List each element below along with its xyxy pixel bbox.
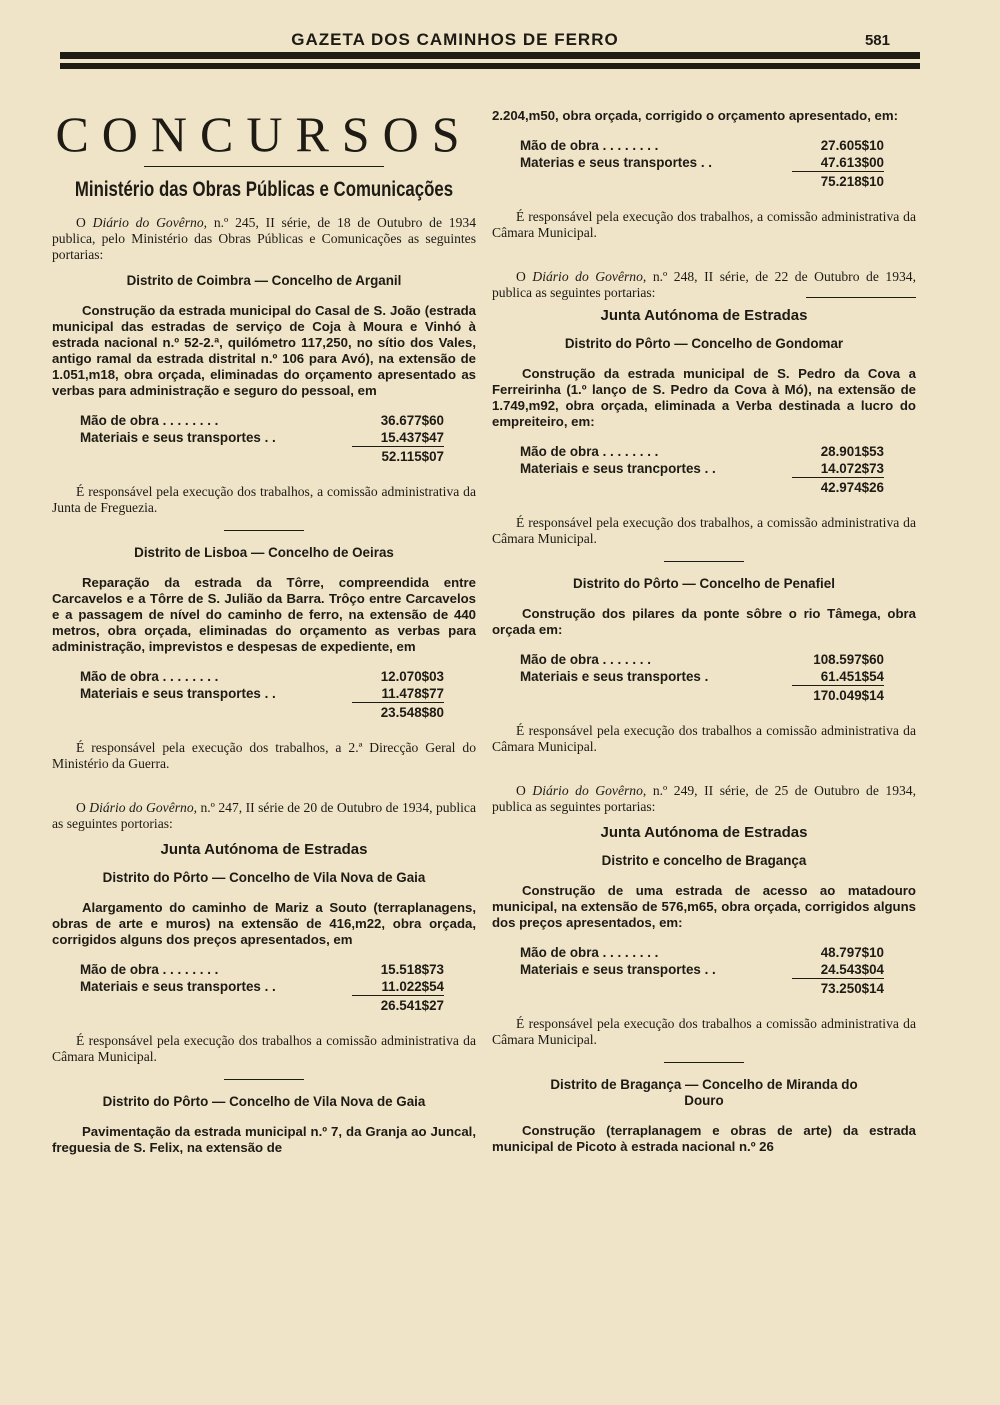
- district-heading: Distrito de Coimbra — Concelho de Arganil: [126, 273, 402, 288]
- page-number: 581: [864, 32, 890, 49]
- header-rule: [60, 52, 920, 59]
- responsibility-note: É responsável pela execução dos trabalhos, a comissão administrativa da Câmara Municipal.: [492, 515, 916, 546]
- title-rule: [144, 166, 384, 167]
- responsibility-note: É responsável pela execução dos trabalhos a comissão administrativa da Câmara Municipal.: [492, 723, 916, 754]
- work-description: Construção dos pilares da ponte sôbre o rio Tâmega, obra orçada em:: [492, 606, 916, 637]
- responsibility-note: É responsável pela execução dos trabalhos, a comissão administrativa da Câmara Municipal.: [492, 209, 916, 240]
- responsibility-note: É responsável pela execução dos trabalhos, a 2.ª Direcção Geral do Ministério da Guerra.: [52, 740, 476, 771]
- district-heading: Distrito do Pôrto — Concelho de Vila Nova de Gaia: [102, 1094, 426, 1109]
- section-title: CONCURSOS: [55, 106, 473, 162]
- materials-row: Materiais e seus transportes . . 15.437$47: [80, 430, 444, 445]
- work-description: Construção (terraplanagem e obras de arte) da estrada municipal de Picoto à estrada nacional n.º 26: [492, 1123, 916, 1154]
- district-heading: Distrito do Pôrto — Concelho de Gondomar: [564, 336, 844, 351]
- labor-row: Mão de obra . . . . . . . . 15.518$73: [80, 962, 444, 977]
- separator: [224, 1079, 304, 1080]
- responsibility-note: É responsável pela execução dos trabalhos a comissão administrativa da Câmara Municipal.: [492, 1016, 916, 1047]
- district-heading: Distrito do Pôrto — Concelho de Vila Nova de Gaia: [102, 870, 426, 885]
- separator: [224, 530, 304, 531]
- materials-row: Materiais e seus transportes . 61.451$54: [520, 669, 884, 684]
- total-row: 26.541$27: [380, 998, 444, 1013]
- materials-row: Materiais e seus transportes . . 11.478$77: [80, 686, 444, 701]
- junta-heading: Junta Autónoma de Estradas: [600, 307, 808, 324]
- labor-row: Mão de obra . . . . . . . . 12.070$03: [80, 669, 444, 684]
- materials-row: Materiais e seus transportes . . 24.543$04: [520, 962, 884, 977]
- labor-row: Mão de obra . . . . . . . . 48.797$10: [520, 945, 884, 960]
- labor-row: Mão de obra . . . . . . . 108.597$60: [520, 652, 884, 667]
- cost-table: [520, 138, 884, 191]
- total-row: 75.218$10: [820, 174, 884, 189]
- work-description-continued: 2.204,m50, obra orçada, corrigido o orçamento apresentado, em:: [492, 108, 899, 123]
- work-description: Construção da estrada municipal de S. Pedro da Cova a Ferreirinha (1.º lanço de S. Pedro da Cova à Mó), na extensão de 1.749,m92, obra orçada, eliminada a Verba destinada a lucro do empreiteiro, em:: [492, 366, 916, 429]
- labor-row: Mão de obra . . . . . . . . 27.605$10: [520, 138, 884, 153]
- cost-table: [520, 945, 884, 998]
- intro-paragraph: O Diário do Govêrno, n.º 245, II série, de 18 de Outubro de 1934 publica, pelo Ministério das Obras Públicas e Comunicações as seguintes portarias:: [52, 215, 476, 262]
- district-heading: Distrito do Pôrto — Concelho de Penafiel: [573, 576, 835, 591]
- work-description: Reparação da estrada da Tôrre, compreendida entre Carcavelos e a Tôrre de S. Julião da Barra. Trôço entre Carcavelos e a passagem de nível do caminho de ferro, na extensão de 440 metros, obra orçada, eliminadas do orçamento as verbas para administração, imprevistos e despesas de expediente, em: [52, 575, 476, 654]
- intro-paragraph: O Diário do Govêrno, n.º 247, II série de 20 de Outubro de 1934, publica as seguintes portorias:: [52, 800, 476, 831]
- right-column: [492, 108, 916, 1169]
- publication-title: GAZETA DOS CAMINHOS DE FERRO: [291, 30, 619, 49]
- total-row: 52.115$07: [381, 449, 444, 464]
- spacer: [52, 786, 476, 800]
- separator: [664, 561, 744, 562]
- separator: [664, 1062, 744, 1063]
- district-heading: Distrito de Lisboa — Concelho de Oeiras: [134, 545, 394, 560]
- left-column: [52, 100, 476, 1170]
- work-description: Pavimentação da estrada municipal n.º 7, da Granja ao Juncal, freguesia de S. Felix, na extensão de: [52, 1124, 476, 1155]
- intro-paragraph: O Diário do Govêrno, n.º 249, II série, de 25 de Outubro de 1934, publica as seguintes portarias:: [492, 783, 916, 814]
- total-row: 170.049$14: [813, 688, 884, 703]
- responsibility-note: É responsável pela execução dos trabalhos, a comissão administrativa da Junta de Freguezia.: [52, 484, 476, 515]
- materials-row: Materias e seus transportes . . 47.613$00: [520, 155, 884, 170]
- ministry-title: Ministério das Obras Públicas e Comunicações: [74, 178, 454, 201]
- cost-table: [80, 669, 444, 722]
- materials-row: Materiais e seus trancportes . . 14.072$73: [520, 461, 884, 476]
- spacer: [492, 769, 916, 783]
- junta-heading: Junta Autónoma de Estradas: [600, 824, 808, 841]
- cost-table: [520, 652, 884, 705]
- cost-table: [80, 962, 444, 1015]
- materials-row: Materiais e seus transportes . . 11.022$54: [80, 979, 444, 994]
- total-row: 23.548$80: [380, 705, 444, 720]
- page-header: [60, 28, 920, 78]
- junta-heading: Junta Autónoma de Estradas: [160, 841, 368, 858]
- labor-row: Mão de obra . . . . . . . . 28.901$53: [520, 444, 884, 459]
- spacer: [492, 255, 916, 269]
- labor-row: Mão de obra . . . . . . . . 36.677$60: [80, 413, 444, 428]
- work-description: Construção da estrada municipal do Casal de S. João (estrada municipal das estradas de serviço de Coja à Moura e Vinhó à estrada nacional n.º 52-2.ª, quilómetro 117,250, no sítio dos Vales, antigo ramal da estrada distrital n.º 106 para Avó), na extensão de 1.051,m18, obra orçada, eliminadas do orçamento apresentado as verbas para administração e seguro do pessoal, em: [52, 303, 476, 398]
- work-description: Alargamento do caminho de Mariz a Souto (terraplanagens, obras de arte e muros) na extensão de 416,m22, obra orçada, corrigidos alguns dos preços apresentados, em: [52, 900, 476, 947]
- total-row: 42.974$26: [820, 480, 884, 495]
- cost-table: [520, 444, 884, 497]
- responsibility-note: É responsável pela execução dos trabalhos a comissão administrativa da Câmara Municipal.: [52, 1033, 476, 1064]
- intro-paragraph: O Diário do Govêrno, n.º 248, II série, de 22 de Outubro de 1934, publica as seguintes portarias:: [492, 269, 916, 300]
- district-heading: Distrito de Bragança — Concelho de Miranda do Douro: [550, 1077, 858, 1108]
- total-row: 73.250$14: [820, 981, 884, 996]
- work-description: Construção de uma estrada de acesso ao matadouro municipal, na extensão de 576,m65, obra orçada, corrigidos alguns dos preços apresentados, em:: [492, 883, 916, 930]
- cost-table: [80, 413, 444, 466]
- rule-line: [806, 297, 916, 298]
- header-rule-lower: [60, 63, 920, 69]
- district-heading: Distrito e concelho de Bragança: [601, 853, 807, 868]
